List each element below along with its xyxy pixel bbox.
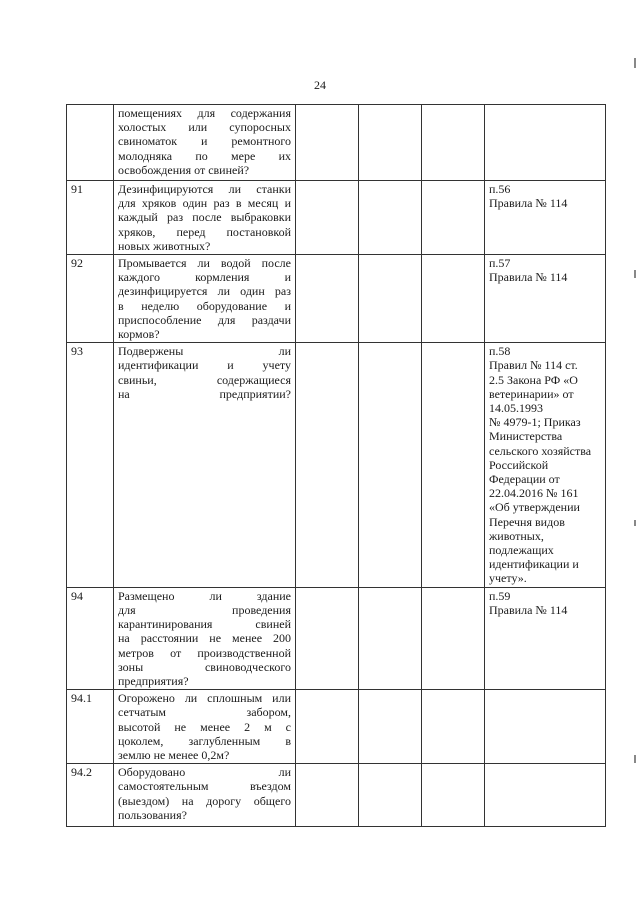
answer-yes-cell: [296, 181, 359, 255]
answer-yes-cell: [296, 343, 359, 587]
table-row: [67, 690, 606, 764]
answer-yes-cell: [296, 255, 359, 343]
reference-cell: [485, 343, 606, 587]
reference-line: п.59: [489, 588, 511, 603]
question-line: Подвержены ли: [118, 344, 291, 359]
answer-no-cell: [359, 764, 422, 827]
question-line: новых животных?: [118, 238, 211, 253]
question-cell: [114, 343, 296, 587]
reference-line: «Об утверждении: [489, 500, 580, 515]
table-row: [67, 255, 606, 343]
question-line: кормов?: [118, 327, 160, 342]
reference-cell: [485, 764, 606, 827]
reference-line: учету».: [489, 571, 527, 586]
reference-line: 14.05.1993: [489, 401, 543, 416]
answer-na-cell: [422, 764, 485, 827]
question-line: освобождения от свиней?: [118, 162, 250, 177]
answer-na-cell: [422, 343, 485, 587]
row-number: 92: [67, 255, 114, 343]
answer-yes-cell: [296, 587, 359, 689]
reference-line: № 4979-1; Приказ: [489, 415, 581, 430]
question-line: сетчатым забором,: [118, 705, 291, 720]
table-row: [67, 343, 606, 587]
question-line: зоны свиноводческого: [118, 659, 291, 674]
question-line: предприятия?: [118, 673, 189, 688]
question-cell: [114, 587, 296, 689]
question-line: Оборудовано ли: [118, 765, 291, 780]
reference-line: п.56: [489, 182, 511, 196]
table-row: [67, 764, 606, 827]
reference-line: Перечня видов: [489, 514, 565, 529]
answer-na-cell: [422, 255, 485, 343]
answer-na-cell: [422, 181, 485, 255]
question-cell: [114, 690, 296, 764]
question-line: каждый раз после выбраковки: [118, 210, 291, 225]
reference-line: Правила № 114: [489, 602, 568, 617]
reference-cell: [485, 105, 606, 181]
question-line: на предприятии?: [118, 386, 291, 401]
reference-line: животных,: [489, 528, 544, 543]
question-line: землю не менее 0,2м?: [118, 747, 230, 762]
question-cell: [114, 764, 296, 827]
question-line: Размещено ли здание: [118, 588, 291, 603]
answer-yes-cell: [296, 764, 359, 827]
question-line: метров от производственной: [118, 645, 291, 660]
reference-line: ветеринарии» от: [489, 386, 574, 401]
reference-cell: [485, 587, 606, 689]
question-cell: [114, 181, 296, 255]
table-row: [67, 105, 606, 181]
reference-line: 2.5 Закона РФ «О: [489, 372, 578, 387]
scan-edge-mark: [634, 270, 636, 278]
reference-line: 22.04.2016 № 161: [489, 486, 579, 501]
answer-yes-cell: [296, 690, 359, 764]
question-line: молодняка по мере их: [118, 148, 291, 163]
reference-line: сельского хозяйства: [489, 443, 592, 458]
question-line: дезинфицируется ли один раз: [118, 284, 291, 299]
table-row: [67, 587, 606, 689]
reference-cell: [485, 690, 606, 764]
answer-yes-cell: [296, 105, 359, 181]
question-line: высотой не менее 2 м с: [118, 719, 291, 734]
question-cell: [114, 255, 296, 343]
answer-na-cell: [422, 105, 485, 181]
reference-line: идентификации и: [489, 557, 579, 572]
answer-no-cell: [359, 105, 422, 181]
row-number: 91: [67, 181, 114, 255]
question-line: пользования?: [118, 807, 187, 822]
reference-line: п.58: [489, 344, 511, 359]
question-line: (выездом) на дорогу общего: [118, 793, 291, 808]
reference-line: Российской: [489, 457, 549, 472]
reference-line: п.57: [489, 256, 511, 271]
question-cell: [114, 105, 296, 181]
reference-cell: [485, 181, 606, 255]
question-line: Промывается ли водой после: [118, 256, 291, 271]
scan-edge-mark: [634, 520, 636, 526]
question-line: приспособление для раздачи: [118, 312, 291, 327]
scan-edge-mark: [634, 755, 636, 763]
checklist-table: [66, 104, 606, 827]
answer-na-cell: [422, 690, 485, 764]
answer-na-cell: [422, 587, 485, 689]
answer-no-cell: [359, 587, 422, 689]
row-number: 94.2: [67, 764, 114, 827]
reference-line: Правил № 114 ст.: [489, 358, 578, 373]
question-line: холостых или супоросных: [118, 120, 291, 135]
question-line: Дезинфицируются ли станки: [118, 182, 291, 196]
question-line: свиноматок и ремонтного: [118, 134, 291, 149]
answer-no-cell: [359, 255, 422, 343]
table-row: [67, 181, 606, 255]
question-line: самостоятельным въездом: [118, 779, 291, 794]
reference-cell: [485, 255, 606, 343]
reference-line: Министерства: [489, 429, 563, 444]
question-line: карантинирования свиней: [118, 617, 291, 632]
reference-line: подлежащих: [489, 543, 554, 558]
page-number: 24: [314, 78, 326, 92]
scan-edge-mark: [634, 58, 636, 68]
reference-line: Федерации от: [489, 472, 560, 487]
answer-no-cell: [359, 690, 422, 764]
question-line: для проведения: [118, 602, 291, 617]
question-line: на расстоянии не менее 200: [118, 631, 291, 646]
question-line: идентификации и учету: [118, 358, 291, 373]
row-number: 94: [67, 587, 114, 689]
row-number: 94.1: [67, 690, 114, 764]
row-number: [67, 105, 114, 181]
question-line: цоколем, заглубленным в: [118, 733, 291, 748]
question-line: для хряков один раз в месяц и: [118, 196, 291, 211]
question-line: хряков, перед постановкой: [118, 224, 291, 239]
answer-no-cell: [359, 181, 422, 255]
answer-no-cell: [359, 343, 422, 587]
question-line: каждого кормления и: [118, 270, 291, 285]
reference-line: Правила № 114: [489, 196, 568, 211]
question-line: в неделю оборудование и: [118, 298, 291, 313]
question-line: Огорожено ли сплошным или: [118, 691, 291, 706]
row-number: 93: [67, 343, 114, 587]
question-line: свиньи, содержащиеся: [118, 372, 291, 387]
question-line: помещениях для содержания: [118, 106, 291, 120]
reference-line: Правила № 114: [489, 270, 568, 285]
